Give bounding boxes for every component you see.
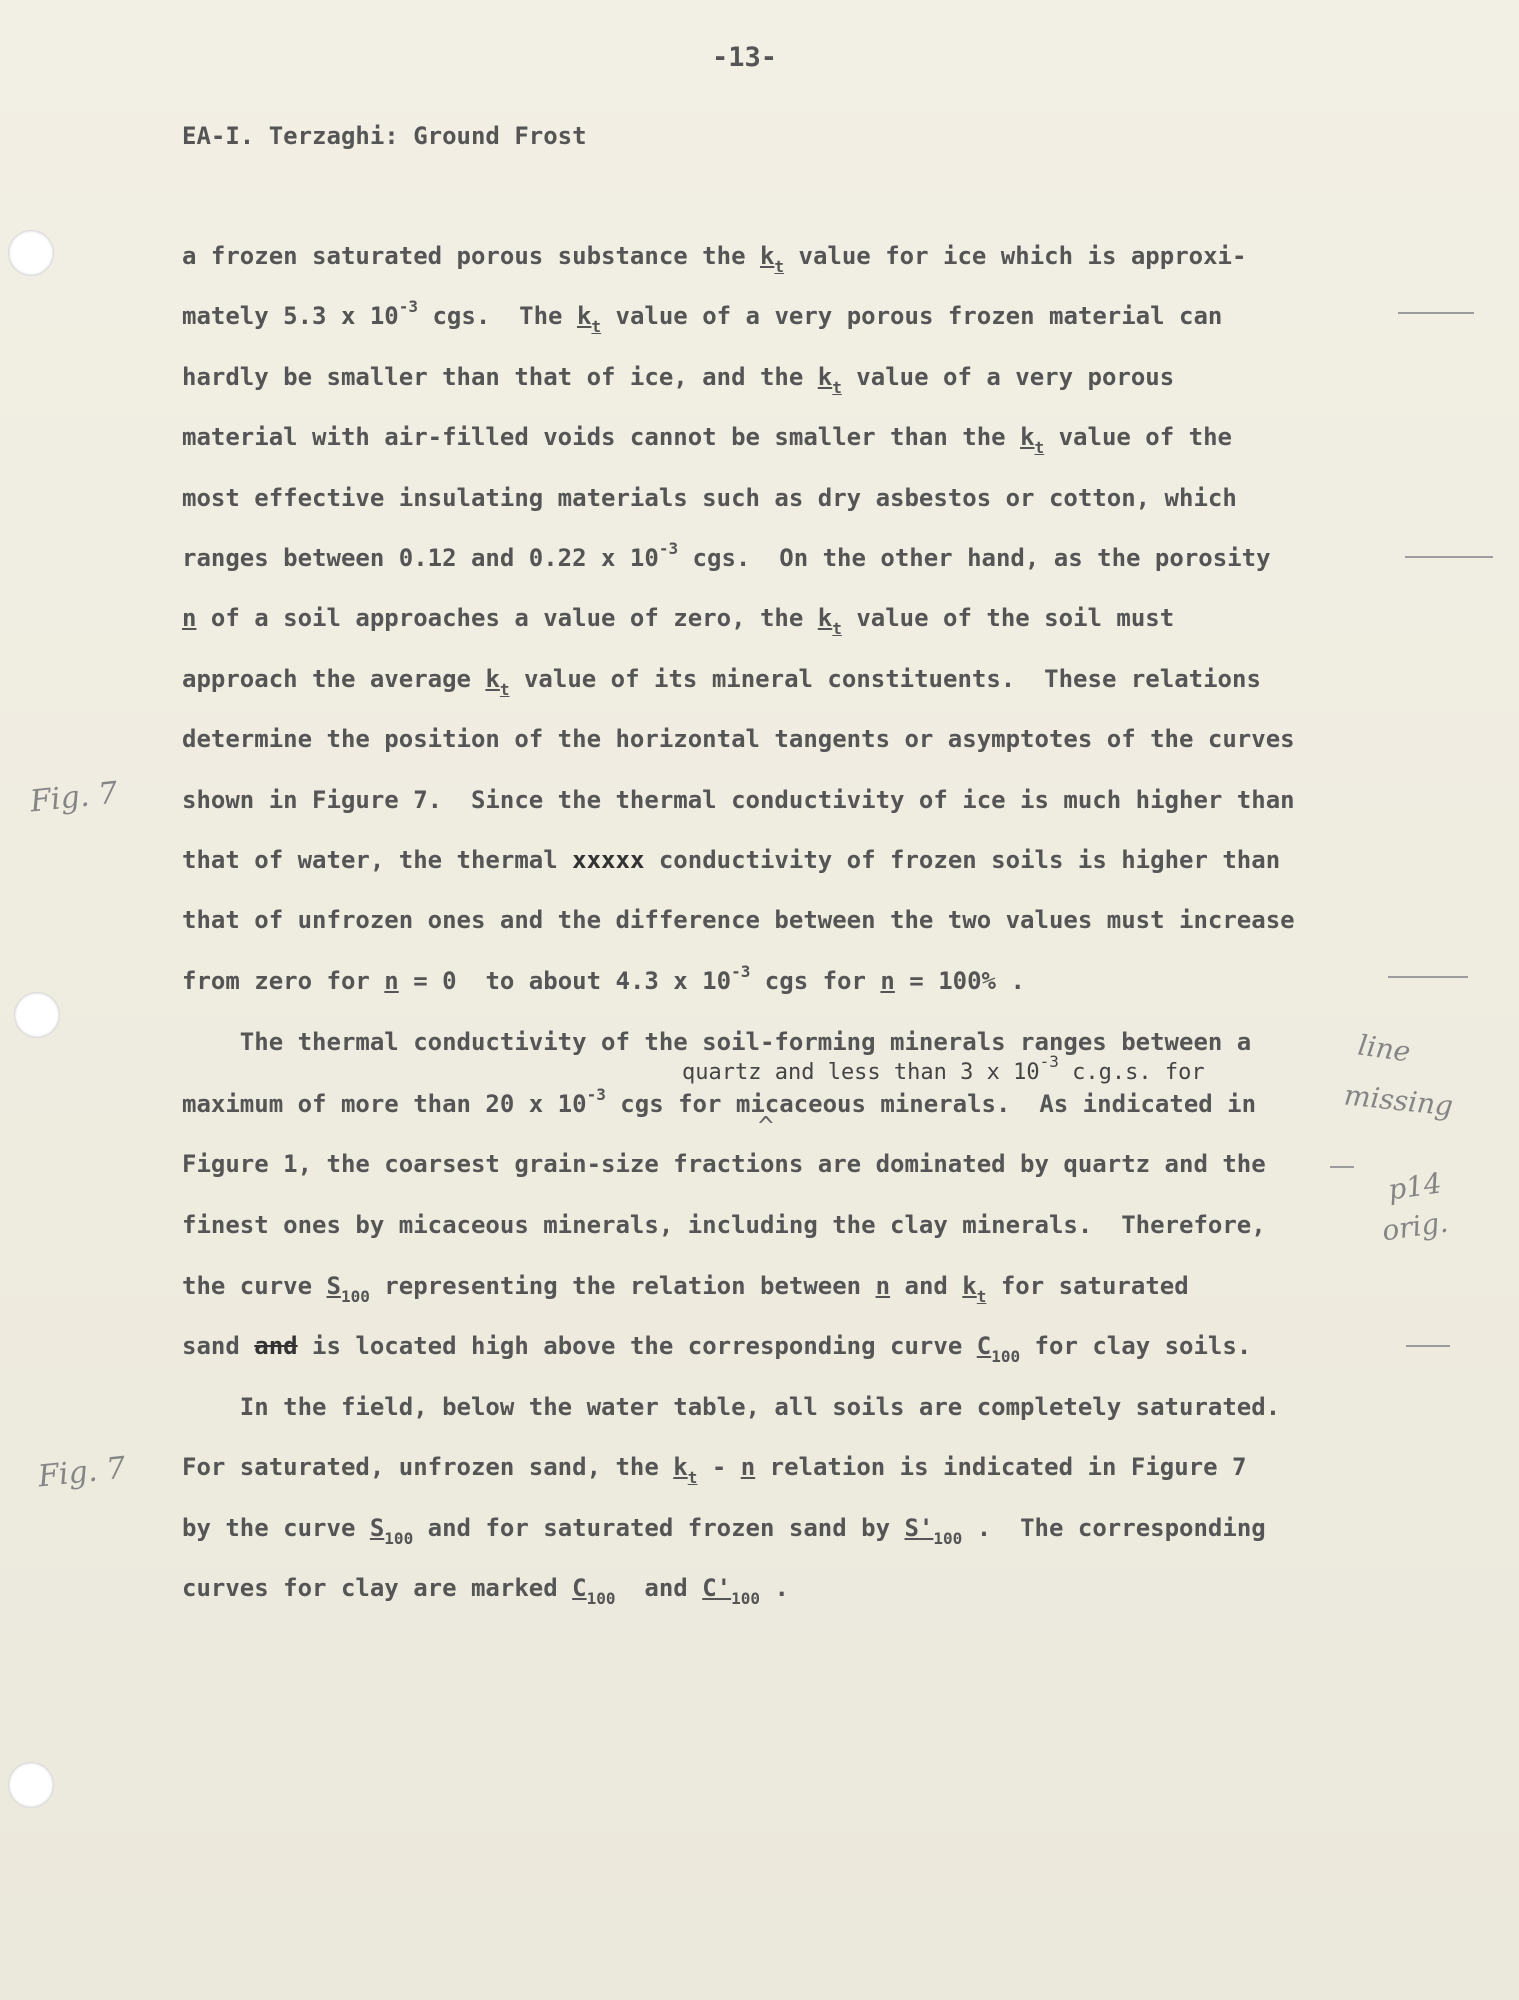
text-line: The thermal conductivity of the soil-forming minerals ranges between a bbox=[182, 1028, 1252, 1056]
text-line: the curve $S_{100}$ representing the relation between n and $k_t$ for saturated bbox=[182, 1272, 1189, 1306]
margin-note-p14: p14 bbox=[1385, 1166, 1444, 1207]
text-line: ranges between 0.12 and 0.22 x $10^{-3}$ cgs. On the other hand, as the porosity bbox=[182, 539, 1271, 572]
margin-note-fig7: Fig. 7 bbox=[28, 775, 120, 820]
text-line: by the curve $S_{100}$ and for saturated frozen sand by $S'_{100}$ . The corresponding bbox=[182, 1514, 1266, 1548]
margin-rule bbox=[1398, 312, 1474, 314]
insertion-caret: ^ bbox=[758, 1112, 774, 1142]
margin-rule bbox=[1330, 1166, 1354, 1168]
margin-rule bbox=[1405, 556, 1493, 558]
margin-note-fig7: Fig. 7 bbox=[36, 1450, 128, 1495]
text-line: hardly be smaller than that of ice, and the $k_t$ value of a very porous bbox=[182, 363, 1175, 397]
margin-note-missing: missing bbox=[1342, 1078, 1455, 1123]
document-header: EA-I. Terzaghi: Ground Frost bbox=[182, 122, 587, 150]
margin-rule bbox=[1406, 1345, 1450, 1347]
page-number: -13- bbox=[712, 42, 778, 73]
margin-note-line: line bbox=[1355, 1028, 1413, 1069]
margin-rule bbox=[1388, 976, 1468, 978]
punch-hole bbox=[8, 230, 54, 276]
text-line: In the field, below the water table, all soils are completely saturated. bbox=[182, 1393, 1281, 1421]
text-line: that of water, the thermal xxxxx conductivity of frozen soils is higher than bbox=[182, 846, 1281, 874]
text-line: approach the average $k_t$ value of its mineral constituents. These relations bbox=[182, 665, 1261, 699]
text-line: finest ones by micaceous minerals, including the clay minerals. Therefore, bbox=[182, 1211, 1266, 1239]
text-line: mately 5.3 x $10^{-3}$ cgs. The $k_t$ value of a very porous frozen material can bbox=[182, 297, 1223, 336]
punch-hole bbox=[14, 992, 60, 1038]
text-line: Figure 1, the coarsest grain-size fractions are dominated by quartz and the bbox=[182, 1150, 1266, 1178]
text-line: n of a soil approaches a value of zero, the $k_t$ value of the soil must bbox=[182, 604, 1175, 638]
text-line: from zero for n = 0 to about 4.3 x $10^{-3}$ cgs for n = 100% . bbox=[182, 962, 1025, 995]
text-line: material with air-filled voids cannot be smaller than the $k_t$ value of the bbox=[182, 423, 1232, 457]
margin-note-orig: orig. bbox=[1380, 1205, 1451, 1248]
inserted-text: quartz and less than 3 x $10^{-3}$ c.g.s. for bbox=[682, 1052, 1205, 1085]
text-line: maximum of more than 20 x $10^{-3}$ cgs for micaceous minerals. As indicated in bbox=[182, 1085, 1257, 1118]
text-line: For saturated, unfrozen sand, the $k_t$ - n relation is indicated in Figure 7 bbox=[182, 1453, 1247, 1487]
text-line: shown in Figure 7. Since the thermal conductivity of ice is much higher than bbox=[182, 786, 1295, 814]
text-line: most effective insulating materials such as dry asbestos or cotton, which bbox=[182, 484, 1237, 512]
text-line: that of unfrozen ones and the difference between the two values must increase bbox=[182, 906, 1295, 934]
text-line: curves for clay are marked $C_{100}$ and $C'_{100}$ . bbox=[182, 1574, 789, 1608]
text-line: a frozen saturated porous substance the $k_t$ value for ice which is approxi- bbox=[182, 242, 1247, 276]
text-line: determine the position of the horizontal tangents or asymptotes of the curves bbox=[182, 725, 1295, 753]
text-line: sand and is located high above the corresponding curve $C_{100}$ for clay soils. bbox=[182, 1332, 1252, 1366]
punch-hole bbox=[8, 1762, 54, 1808]
